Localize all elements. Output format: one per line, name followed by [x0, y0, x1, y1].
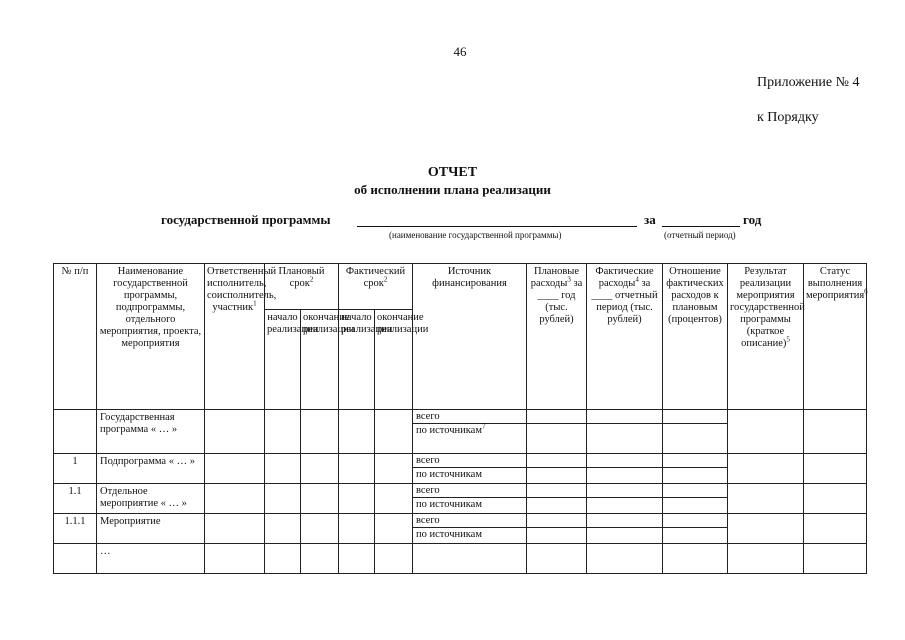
- row-name: Мероприятие: [97, 514, 205, 544]
- table-row: [54, 484, 867, 514]
- header-actual-start: начало реализации: [339, 310, 375, 410]
- table-row: [54, 514, 867, 544]
- program-label: государственной программы: [161, 212, 331, 227]
- appendix-subtitle: к Порядку: [757, 110, 819, 125]
- source-total: всего: [416, 411, 440, 422]
- report-subtitle: об исполнении плана реализации: [354, 182, 551, 197]
- for-label: за: [644, 212, 656, 227]
- header-ratio: Отношение фактических расходов к плановым (процентов): [663, 264, 728, 410]
- source-total: всего: [416, 515, 440, 526]
- source-total: всего: [416, 485, 440, 496]
- row-num: [54, 544, 97, 574]
- header-result: Результат реализации мероприятия государственной программы (краткое описание)$^5$: [728, 264, 804, 410]
- row-num: 1.1.1: [54, 514, 97, 544]
- program-name-blank: [357, 226, 637, 227]
- source-by-sources: по источникам$^7$: [413, 423, 526, 450]
- source-total: всего: [416, 455, 440, 466]
- report-table: [53, 263, 867, 574]
- row-sources: [413, 484, 527, 514]
- header-planned-start: начало реализации: [265, 310, 301, 410]
- appendix-title: Приложение № 4: [757, 75, 860, 90]
- header-status: Статус выполнения мероприятия$^6$: [804, 264, 867, 410]
- header-planned-end: окончание реализации: [301, 310, 339, 410]
- header-name: Наименование государственной программы, подпрограммы, отдельного мероприятия, проекта, мероприятия: [97, 264, 205, 410]
- row-num: [54, 410, 97, 454]
- header-actual-end: окончание реализации: [375, 310, 413, 410]
- row-name: Государственная программа « … »: [97, 410, 205, 454]
- header-num: № п/п: [54, 264, 97, 410]
- page-number: 46: [453, 44, 467, 59]
- header-funding-source: Источник финансирования: [413, 264, 527, 410]
- source-by-sources: по источникам: [413, 497, 526, 511]
- header-responsible: Ответственный исполнитель, соисполнитель, участник$^1$: [205, 264, 265, 410]
- header-planned-term: Плановый срок$^2$: [265, 264, 339, 310]
- report-title: ОТЧЕТ: [427, 165, 478, 180]
- row-sources: [413, 410, 527, 454]
- header-actual-expenses: Фактические расходы$^4$ за ____ отчетный период (тыс. рублей): [587, 264, 663, 410]
- period-caption: (отчетный период): [664, 230, 736, 240]
- period-blank: [662, 226, 740, 227]
- row-sources: [413, 454, 527, 484]
- row-sources: [413, 514, 527, 544]
- row-name: …: [97, 544, 205, 574]
- table-row: [54, 454, 867, 484]
- table-row: [54, 544, 867, 574]
- program-caption: (наименование государственной программы): [389, 230, 562, 240]
- year-label: год: [743, 212, 762, 227]
- row-num: 1: [54, 454, 97, 484]
- row-name: Подпрограмма « … »: [97, 454, 205, 484]
- table-row: [54, 410, 867, 454]
- header-actual-term: Фактический срок$^2$: [339, 264, 413, 310]
- header-planned-expenses: Плановые расходы$^3$ за ____ год (тыс. рублей): [527, 264, 587, 410]
- source-by-sources: по источникам: [413, 527, 526, 541]
- row-name: Отдельное мероприятие « … »: [97, 484, 205, 514]
- row-num: 1.1: [54, 484, 97, 514]
- source-by-sources: по источникам: [413, 467, 526, 481]
